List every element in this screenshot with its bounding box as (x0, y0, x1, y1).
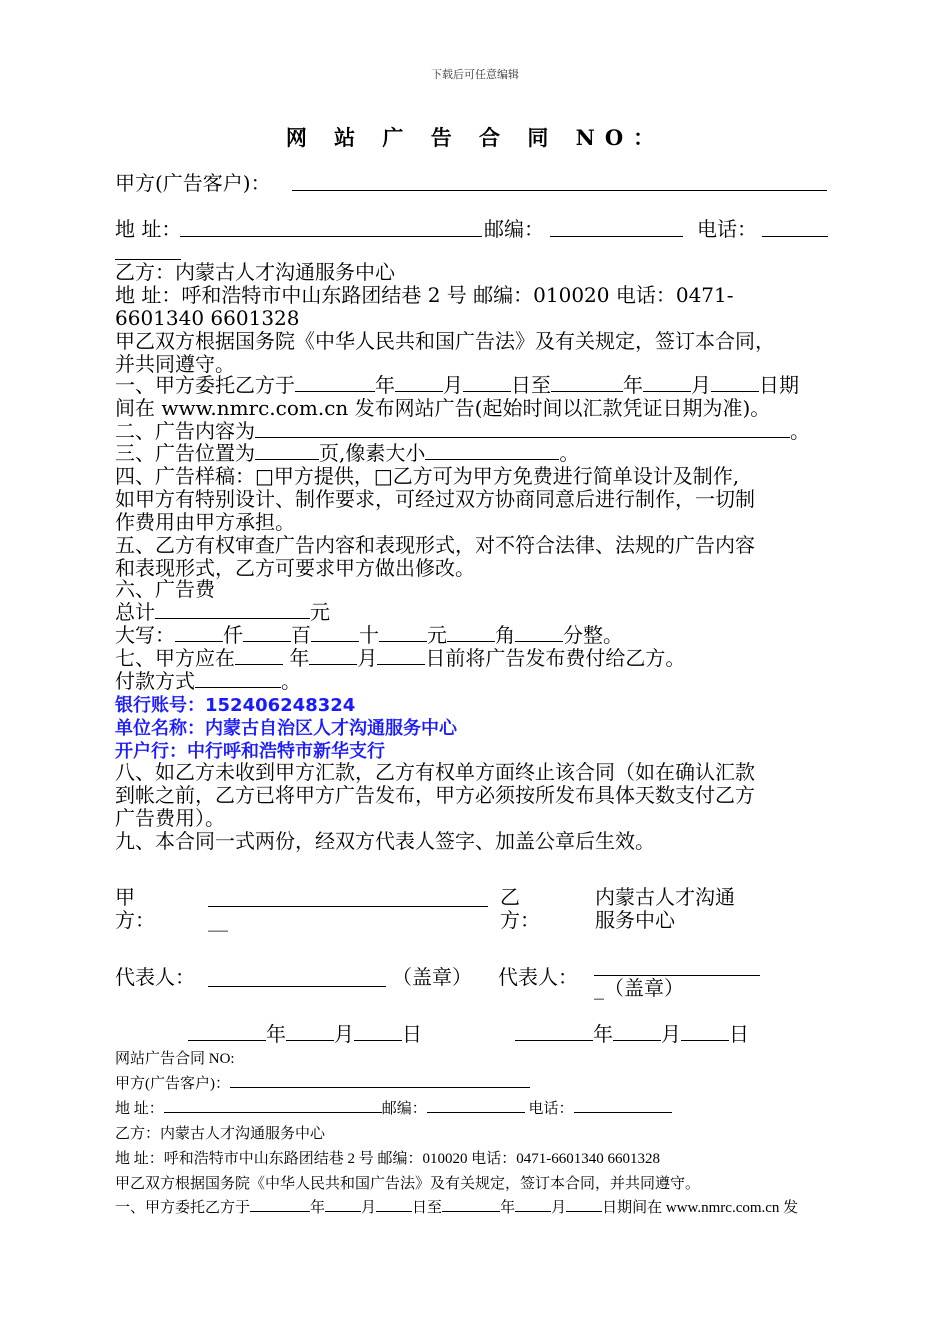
sign-date-a (188, 1023, 422, 1046)
sig-party-a-1: 甲 (115, 885, 135, 909)
clause-8-line-3: 广告费用）。 (115, 806, 225, 830)
repeat-month-label: 月 (361, 1200, 377, 1216)
sig-party-b-name-2: 服务中心 (595, 908, 675, 932)
clause-5-line-1: 五、乙方有权审查广告内容和表现形式，对不符合法律、法规的广告内容 (115, 533, 755, 557)
repeat-start-year[interactable] (250, 1198, 310, 1212)
rep-b-label: 代表人： (498, 965, 578, 989)
repeat-c1-lead: 一、甲方委托乙方于 (115, 1200, 251, 1216)
shi-label: 十 (359, 623, 379, 647)
bank-branch: 开户行：中行呼和浩特市新华支行 (115, 741, 385, 762)
end-month-field[interactable] (643, 375, 691, 392)
bank-unit: 单位名称：内蒙古自治区人才沟通服务中心 (115, 718, 457, 739)
repeat-zip-label: 邮编： (381, 1101, 427, 1117)
pixel-size-label: 页,像素大小 (319, 441, 426, 465)
intro-line-2: 并共同遵守。 (115, 352, 235, 376)
repeat-intro: 甲乙双方根据国务院《中华人民共和国广告法》及有关规定，签订本合同，并共同遵守。 (115, 1176, 701, 1192)
seal-b-label: _（盖章） (594, 976, 684, 1000)
sign-month-b-field[interactable] (613, 1024, 661, 1041)
start-month-field[interactable] (395, 375, 443, 392)
month-label-2: 月 (691, 373, 711, 397)
repeat-month-label-2: 月 (551, 1200, 567, 1216)
sign-month-a-label: 月 (334, 1022, 354, 1046)
sign-day-a-field[interactable] (354, 1024, 402, 1041)
repeat-end-month[interactable] (515, 1198, 551, 1212)
party-b-line: 乙方：内蒙古人才沟通服务中心 (115, 260, 395, 284)
sig-party-a-2: 方： (115, 908, 155, 932)
sign-month-b-label: 月 (661, 1022, 681, 1046)
bai-label: 百 (291, 623, 311, 647)
clause-8-line-2: 到帐之前，乙方已将甲方广告发布，甲方必须按所发布具体天数支付乙方 (115, 783, 755, 807)
clause-5-line-2: 和表现形式，乙方可要求甲方做出修改。 (115, 556, 475, 580)
jiao-field[interactable] (447, 625, 495, 642)
clause-7 (115, 647, 685, 670)
clause-3-label: 三、广告位置为 (115, 441, 255, 465)
sign-month-a-field[interactable] (286, 1024, 334, 1041)
pay-month-field[interactable] (309, 648, 357, 665)
repeat-addr-b: 地 址：呼和浩特市中山东路团结巷 2 号 邮编：010020 电话：0471-6601340 6601328 (115, 1151, 660, 1167)
clause-4-line-3: 作费用由甲方承担。 (115, 510, 295, 534)
repeat-start-day[interactable] (376, 1198, 412, 1212)
day-label-2: 日期 (759, 373, 799, 397)
repeat-phone-field[interactable] (574, 1099, 672, 1113)
repeat-party-b: 乙方：内蒙古人才沟通服务中心 (115, 1126, 326, 1142)
repeat-phone-label: 电话： (528, 1101, 574, 1117)
repeat-addr-field[interactable] (164, 1099, 382, 1113)
end-day-field[interactable] (711, 375, 759, 392)
sig-party-a-dash: __ (208, 908, 228, 932)
fen-label: 分整。 (563, 623, 623, 647)
clause-8-line-1: 八、如乙方未收到甲方汇款，乙方有权单方面终止该合同（如在确认汇款 (115, 760, 755, 784)
daxie-label: 大写： (115, 623, 175, 647)
jiao-label: 角 (495, 623, 515, 647)
year-label-2: 年 (623, 373, 643, 397)
sig-party-b-1: 乙 (500, 885, 520, 909)
clause-3 (115, 442, 579, 465)
repeat-year-label-2: 年 (500, 1200, 516, 1216)
pay-year-field[interactable] (235, 648, 283, 665)
repeat-clause-1 (115, 1196, 798, 1217)
repeat-addr-label: 地 址： (115, 1101, 164, 1117)
sig-party-b-2: 方： (500, 908, 540, 932)
daxie-yuan-label: 元 (427, 623, 447, 647)
month-label: 月 (443, 373, 463, 397)
seal-a-label: （盖章） (392, 965, 472, 989)
pixel-size-field[interactable] (425, 443, 559, 460)
repeat-party-a-label: 甲方(广告客户)： (115, 1076, 230, 1092)
ad-page-field[interactable] (255, 443, 319, 460)
total-line (115, 601, 330, 624)
qian-label: 仟 (223, 623, 243, 647)
repeat-year-label: 年 (310, 1200, 326, 1216)
repeat-dayto-label: 日至 (412, 1200, 443, 1216)
clause-2-end: 。 (790, 419, 810, 443)
repeat-title: 网站广告合同 NO: (115, 1051, 235, 1067)
phone-label: 电话： (697, 217, 757, 241)
sign-day-b-field[interactable] (681, 1024, 729, 1041)
sign-year-b-field[interactable] (515, 1024, 593, 1041)
zip-field[interactable] (550, 236, 683, 237)
qian-field[interactable] (175, 625, 223, 642)
start-year-field[interactable] (295, 375, 375, 392)
clause-9: 九、本合同一式两份，经双方代表人签字、加盖公章后生效。 (115, 829, 655, 853)
fen-field[interactable] (515, 625, 563, 642)
address-label: 地 址： (115, 217, 182, 241)
payment-method (115, 670, 301, 693)
repeat-zip-field[interactable] (427, 1099, 525, 1113)
header-note: 下载后可任意编辑 (431, 68, 519, 81)
pay-month-label: 月 (357, 646, 378, 670)
clause-4-line-2: 如甲方有特别设计、制作要求，可经过双方协商同意后进行制作，一切制 (115, 487, 755, 511)
bai-field[interactable] (243, 625, 291, 642)
clause-1-line-1 (115, 374, 799, 397)
total-amount-field[interactable] (155, 602, 310, 619)
intro-line-1: 甲乙双方根据国务院《中华人民共和国广告法》及有关规定，签订本合同， (115, 329, 775, 353)
sign-date-b (515, 1023, 749, 1046)
clause-2 (115, 420, 810, 443)
party-b-address: 地 址：呼和浩特市中山东路团结巷 2 号 邮编：010020 电话：0471- (115, 283, 734, 307)
repeat-address (115, 1097, 672, 1118)
sig-party-b-name-1: 内蒙古人才沟通 (595, 885, 735, 909)
sign-day-b-label: 日 (729, 1022, 749, 1046)
start-day-field[interactable] (463, 375, 511, 392)
clause-7-rest: 日前将广告发布费付给乙方。 (425, 646, 686, 670)
daxie-line (115, 624, 623, 647)
end-year-field[interactable] (551, 375, 623, 392)
pay-year-label: 年 (289, 646, 310, 670)
payment-method-end: 。 (281, 669, 301, 693)
bank-account: 银行账号：15240624832​4 (115, 695, 356, 716)
repeat-c1-rest: 日期间在 www.nmrc.com.cn 发 (602, 1200, 799, 1216)
shi-field[interactable] (311, 625, 359, 642)
sign-year-a-label: 年 (266, 1022, 286, 1046)
sign-year-a-field[interactable] (188, 1024, 266, 1041)
party-b-phones: 6601340 6601328 (115, 306, 300, 330)
repeat-start-month[interactable] (325, 1198, 361, 1212)
page-title: 网 站 广 告 合 同 NO： (285, 125, 665, 150)
clause-1-lead: 一、甲方委托乙方于 (115, 373, 295, 397)
party-a-label: 甲方(广告客户)： (115, 171, 271, 195)
payment-method-label: 付款方式 (115, 669, 195, 693)
clause-1-line-2: 间在 www.nmrc.com.cn 发布网站广告(起始时间以汇款凭证日期为准)。 (115, 396, 771, 420)
party-a-field[interactable] (292, 190, 827, 191)
year-label: 年 (375, 373, 395, 397)
yuan-label: 元 (310, 600, 330, 624)
clause-4-line-1: 四、广告样稿：□甲方提供，□乙方可为甲方免费进行简单设计及制作, (115, 464, 740, 488)
rep-a-label: 代表人： (115, 965, 195, 989)
clause-3-end: 。 (559, 441, 580, 465)
rep-a-field[interactable] (208, 986, 386, 987)
sign-day-a-label: 日 (402, 1022, 422, 1046)
repeat-end-day[interactable] (566, 1198, 602, 1212)
address-field[interactable] (180, 236, 482, 237)
sign-year-b-label: 年 (593, 1022, 613, 1046)
payment-method-field[interactable] (195, 671, 281, 688)
clause-2-label: 二、广告内容为 (115, 419, 255, 443)
total-label: 总计 (115, 600, 155, 624)
day-to-label: 日至 (511, 373, 551, 397)
sig-party-a-field[interactable] (208, 906, 488, 907)
ad-content-field[interactable] (255, 421, 790, 438)
repeat-party-a-field[interactable] (230, 1074, 530, 1088)
zip-label: 邮编： (484, 217, 544, 241)
yuan-field[interactable] (379, 625, 427, 642)
clause-6: 六、广告费 (115, 577, 215, 601)
phone-field[interactable] (762, 236, 828, 237)
clause-7-label: 七、甲方应在 (115, 646, 235, 670)
repeat-end-year[interactable] (442, 1198, 500, 1212)
pay-day-field[interactable] (377, 648, 425, 665)
repeat-party-a (115, 1072, 530, 1093)
